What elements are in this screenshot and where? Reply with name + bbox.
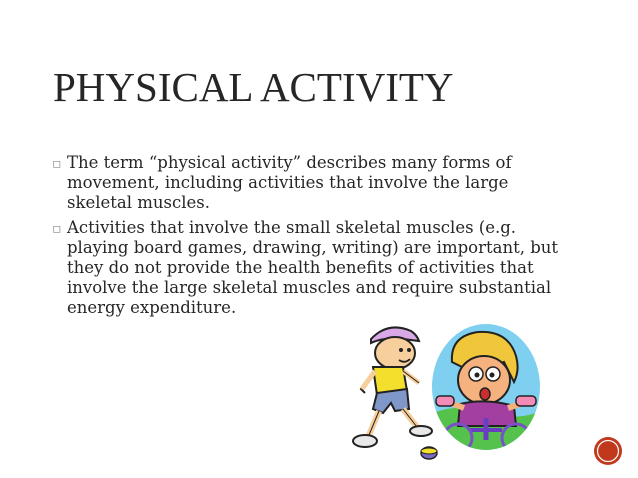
child-on-bicycle-icon xyxy=(430,322,542,452)
bullet-text: Activities that involve the small skeletal muscles (e.g. playing board games, drawing, writing) are important, but they do not provide the health benefits of activities that involve the large skeletal muscles and require substantial energy expenditure. xyxy=(67,218,559,317)
bullet-text: The term “physical activity” describes many forms of movement, including activities that involve the large skeletal muscles. xyxy=(67,153,512,212)
bullet-marker: ▫ xyxy=(52,156,62,172)
bullet-item xyxy=(52,218,572,318)
bullet-item xyxy=(52,153,572,213)
bullet-list xyxy=(52,153,572,323)
kicking-ball-child-icon xyxy=(343,317,438,465)
bullet-marker: ▫ xyxy=(52,221,62,237)
slide-title: PHYSICAL ACTIVITY xyxy=(53,64,454,110)
next-slide-button[interactable] xyxy=(593,436,623,466)
